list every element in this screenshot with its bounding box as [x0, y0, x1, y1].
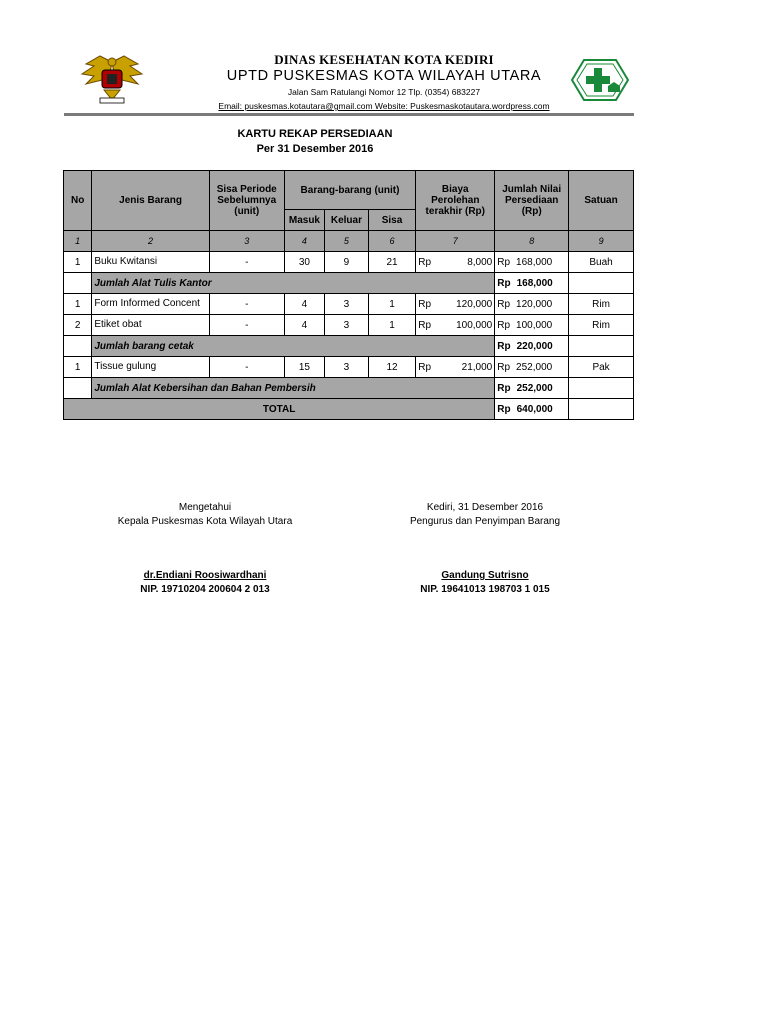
cell-no: 1: [64, 252, 92, 273]
subtotal-satuan: [569, 336, 634, 357]
sig-left-name: dr.Endiani Roosiwardhani: [143, 570, 267, 581]
cell-sisa-periode: -: [209, 315, 284, 336]
cell-sisa: 1: [368, 294, 416, 315]
office-address: Jalan Sam Ratulangi Nomor 12 Tlp. (0354) 683227: [287, 87, 481, 97]
cell-jenis-barang: Form Informed Concent: [92, 294, 209, 315]
office-contact: Email: puskesmas.kotautara@gmail.com Website: Puskesmaskotautara.wordpress.com: [218, 101, 550, 111]
document-title: KARTU REKAP PERSEDIAAN: [237, 128, 393, 140]
cell-jumlah: [495, 294, 569, 315]
cell-satuan: Buah: [569, 252, 634, 273]
currency-label: Rp: [418, 319, 432, 331]
cell-sisa: 12: [368, 357, 416, 378]
cell-biaya: [416, 294, 495, 315]
cell-keluar: 3: [325, 315, 369, 336]
column-index: 8: [495, 231, 569, 252]
subtotal-value: [495, 336, 569, 357]
agency-name: DINAS KESEHATAN KOTA KEDIRI: [274, 52, 494, 67]
table-row: [64, 294, 634, 315]
currency-label: Rp: [418, 361, 432, 373]
biaya-amount: 100,000: [456, 319, 493, 331]
subtotal-row: [64, 378, 634, 399]
currency-label: Rp: [418, 256, 432, 268]
column-index: 6: [368, 231, 416, 252]
biaya-amount: 8,000: [467, 256, 493, 268]
subtotal-row: [64, 336, 634, 357]
table-row: [64, 252, 634, 273]
letterhead-divider: [64, 113, 634, 116]
cell-jumlah: [495, 357, 569, 378]
cell-sisa-periode: -: [209, 252, 284, 273]
total-value: [495, 399, 569, 420]
header-biaya-perolehan: Biaya Perolehan terakhir (Rp): [416, 171, 495, 231]
cell-sisa-periode: -: [209, 357, 284, 378]
column-index: 5: [325, 231, 369, 252]
header-satuan: Satuan: [569, 171, 634, 231]
column-index-row: [64, 231, 634, 252]
cell-jenis-barang: Etiket obat: [92, 315, 209, 336]
currency-label: Rp: [497, 403, 511, 415]
total-satuan: [569, 399, 634, 420]
jumlah-amount: 100,000: [516, 319, 553, 331]
office-name: UPTD PUSKESMAS KOTA WILAYAH UTARA: [226, 68, 542, 84]
cell-masuk: 30: [284, 252, 324, 273]
subtotal-amount: 168,000: [516, 277, 553, 289]
currency-label: Rp: [497, 361, 511, 373]
subtotal-row: [64, 273, 634, 294]
subtotal-value: [495, 378, 569, 399]
cell-jumlah: [495, 252, 569, 273]
sig-right-nip: NIP. 19641013 198703 1 015: [420, 584, 550, 595]
cell-sisa: 21: [368, 252, 416, 273]
total-amount: 640,000: [516, 403, 553, 415]
subtotal-label: Jumlah Alat Kebersihan dan Bahan Pembersih: [92, 378, 495, 399]
cell-masuk: 15: [284, 357, 324, 378]
subtotal-spacer: [64, 378, 92, 399]
document-subtitle: Per 31 Desember 2016: [256, 143, 374, 155]
header-sisa: Sisa: [368, 210, 416, 231]
sig-right-position: Pengurus dan Penyimpan Barang: [409, 516, 561, 527]
cell-sisa: 1: [368, 315, 416, 336]
subtotal-satuan: [569, 378, 634, 399]
currency-label: Rp: [497, 319, 511, 331]
cell-keluar: 3: [325, 357, 369, 378]
cell-biaya: [416, 252, 495, 273]
header-jenis-barang: Jenis Barang: [92, 171, 209, 231]
cell-biaya: [416, 357, 495, 378]
subtotal-spacer: [64, 273, 92, 294]
subtotal-satuan: [569, 273, 634, 294]
column-index: 3: [209, 231, 284, 252]
subtotal-label: Jumlah barang cetak: [92, 336, 495, 357]
header-sisa-periode: Sisa Periode Sebelumnya (unit): [209, 171, 284, 231]
cell-jenis-barang: Buku Kwitansi: [92, 252, 209, 273]
subtotal-value: [495, 273, 569, 294]
column-index: 2: [92, 231, 209, 252]
cell-masuk: 4: [284, 315, 324, 336]
sig-right-date: Kediri, 31 Desember 2016: [426, 502, 544, 513]
subtotal-spacer: [64, 336, 92, 357]
total-row: [64, 399, 634, 420]
column-index: 7: [416, 231, 495, 252]
biaya-amount: 21,000: [461, 361, 493, 373]
cell-satuan: Rim: [569, 315, 634, 336]
jumlah-amount: 120,000: [516, 298, 553, 310]
currency-label: Rp: [497, 277, 511, 289]
inventory-table: [63, 170, 634, 420]
cell-satuan: Rim: [569, 294, 634, 315]
column-index: 1: [64, 231, 92, 252]
cell-masuk: 4: [284, 294, 324, 315]
sig-left-line1: Mengetahui: [178, 502, 232, 513]
cell-no: 1: [64, 357, 92, 378]
cell-jumlah: [495, 315, 569, 336]
header-jumlah-nilai: Jumlah Nilai Persediaan (Rp): [495, 171, 569, 231]
jumlah-amount: 168,000: [516, 256, 553, 268]
cell-keluar: 9: [325, 252, 369, 273]
cell-no: 2: [64, 315, 92, 336]
jumlah-amount: 252,000: [516, 361, 553, 373]
cell-jenis-barang: Tissue gulung: [92, 357, 209, 378]
column-index: 9: [569, 231, 634, 252]
sig-left-nip: NIP. 19710204 200604 2 013: [140, 584, 270, 595]
header-keluar: Keluar: [325, 210, 369, 231]
column-index: 4: [284, 231, 324, 252]
currency-label: Rp: [497, 382, 511, 394]
cell-biaya: [416, 315, 495, 336]
header-barang-barang: Barang-barang (unit): [284, 171, 416, 210]
currency-label: Rp: [497, 340, 511, 352]
subtotal-label: Jumlah Alat Tulis Kantor: [92, 273, 495, 294]
cell-keluar: 3: [325, 294, 369, 315]
subtotal-amount: 220,000: [516, 340, 553, 352]
sig-left-position: Kepala Puskesmas Kota Wilayah Utara: [117, 516, 293, 527]
sig-right-name: Gandung Sutrisno: [441, 570, 529, 581]
cell-sisa-periode: -: [209, 294, 284, 315]
table-row: [64, 315, 634, 336]
currency-label: Rp: [497, 256, 511, 268]
biaya-amount: 120,000: [456, 298, 493, 310]
total-label: TOTAL: [64, 399, 495, 420]
header-no: No: [64, 171, 92, 231]
table-row: [64, 357, 634, 378]
currency-label: Rp: [497, 298, 511, 310]
subtotal-amount: 252,000: [516, 382, 553, 394]
currency-label: Rp: [418, 298, 432, 310]
cell-no: 1: [64, 294, 92, 315]
cell-satuan: Pak: [569, 357, 634, 378]
header-masuk: Masuk: [284, 210, 324, 231]
